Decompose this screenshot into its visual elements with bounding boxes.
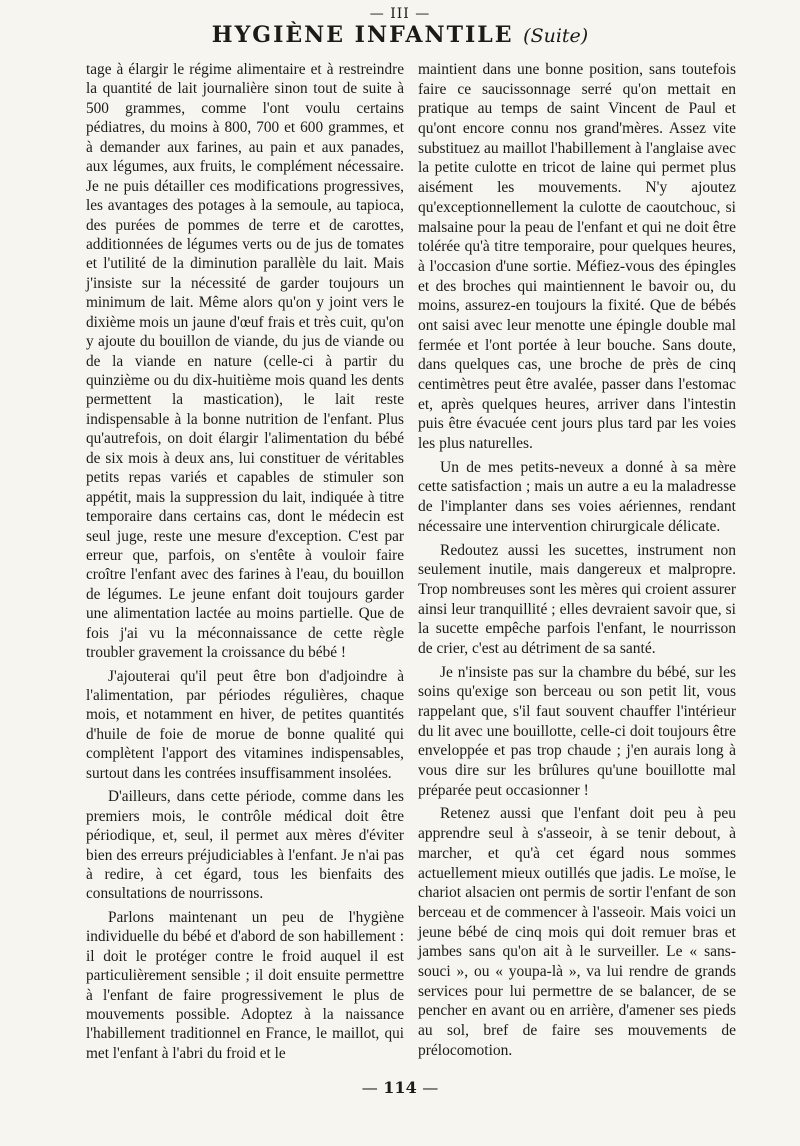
paragraph: Redoutez aussi les sucettes, instrument non seulement inutile, mais dangereux et malpropre. Trop nombreuses sont les mères qui croient assurer ainsi leur tranquillité ; elles devraient savoir que, si la sucette empêche parfois l'enfant, le nourrisson de crier, c'est au détriment de sa santé. bbox=[418, 541, 736, 657]
paragraph: tage à élargir le régime alimentaire et à restreindre la quantité de lait journalière sinon tout de suite à 500 grammes, comme l'ont voulu certains pédiatres, du moins à 800, 700 et 600 grammes, et à demander aux farines, au pain et aux panades, aux légumes, aux fruits, le complément nécessaire. Je ne puis détailler ces modifications progressives, les avantages des potages à la semoule, au tapioca, des purées de pommes de terre et de carottes, additionnées de légumes verts ou de jus de tomates et l'utilité de la diminution parallèle du lait. Mais j'insiste sur la nécessité de garder toujours un minimum de lait. Même alors qu'on y joint vers le dixième mois un jaune d'œuf frais et très cuit, qu'on y ajoute du bouillon de viande, du jus de viande ou de la viande en nature (celle-ci à partir du quinzième ou du dix-huitième mois quand les dents permettent la mastication), le lait reste indispensable à la bonne nutrition de l'enfant. Plus qu'autrefois, on doit élargir l'alimentation du bébé de six mois à deux ans, lui constituer de véritables petits repas variés et capables de stimuler son appétit, mais la suppression du lait, indiquée à titre temporaire dans certains cas, dont le médecin est seul juge, reste une mesure d'exception. C'est par erreur que, parfois, on s'entête à vouloir faire croître l'enfant avec des farines à l'eau, du bouillon de légumes. Le jeune enfant doit toujours garder une alimentation lactée au moins partielle. Que de fois j'ai vu la méconnaissance de cette règle troubler gravement la croissance du bébé ! bbox=[86, 61, 404, 662]
right-column bbox=[418, 60, 736, 1060]
paragraph: Je n'insiste pas sur la chambre du bébé, sur les soins qu'exige son berceau ou son petit lit, vous rappelant que, s'il faut souvent chauffer l'intérieur du lit avec une bouillotte, celle-ci doit toujours être enveloppée et pas trop chaude ; j'en aurais long à vous dire sur les brûlures qu'une bouillotte mal préparée peut occasionner ! bbox=[418, 663, 736, 799]
paragraph: maintient dans une bonne position, sans toutefois faire ce saucissonnage serré qu'on mettait en pratique au temps de saint Vincent de Paul et qu'ont encore connu nos grand'mères. Assez vite substituez au maillot l'habillement à l'anglaise avec la petite culotte en tricot de laine qui permet plus aisément les mouvements. N'y ajoutez qu'exceptionnellement la culotte de caoutchouc, si malsaine pour la peau de l'enfant et qui ne doit être tolérée qu'à titre temporaire, pour quelques heures, à l'occasion d'une sortie. Méfiez-vous des épingles et des broches qui maintiennent le bavoir ou, du moins, assurez-en toujours la fixité. Que de bébés ont saisi avec leur menotte une épingle double mal fermée et l'ont portée à leur bouche. Sans doute, dans quelques cas, une broche de près de cinq centimètres peut être avalée, passer dans l'estomac et, après quelques heures, arriver dans l'intestin puis être évacuée cent jours plus tard par les voies les plus naturelles. bbox=[418, 61, 736, 453]
folio-dash-right: — bbox=[422, 1078, 439, 1097]
paragraph: Parlons maintenant un peu de l'hygiène individuelle du bébé et d'abord de son habillement : il doit le protéger contre le froid auquel il est particulièrement sensible ; il doit ensuite permettre à l'enfant de faire progressivement le plus de mouvements possible. Adoptez à la naissance l'habillement traditionnel en France, le maillot, qui met l'enfant à l'abri du froid et le bbox=[86, 908, 404, 1062]
running-header-roman: — III — bbox=[369, 6, 431, 22]
left-column bbox=[86, 60, 404, 1063]
folio-dash-left: — bbox=[361, 1078, 378, 1097]
folio-number: 114 bbox=[383, 1078, 417, 1097]
paragraph: D'ailleurs, dans cette période, comme dans les premiers mois, le contrôle médical doit être périodique, et, seul, il permet aux mères d'éviter bien des erreurs préjudiciables à l'enfant. Je n'ai pas à redire, à cet égard, tous les bienfaits des consultations de nourrissons. bbox=[86, 788, 404, 903]
paragraph: Retenez aussi que l'enfant doit peu à peu apprendre seul à s'asseoir, à se tenir debout, à marcher, et qu'à cet égard nous sommes actuellement mieux outillés que jadis. Le moïse, le chariot alsacien ont permis de sortir l'enfant de son berceau et de commencer à l'asseoir. Mais voici un jeune bébé de cinq mois qui doit remuer bras et jambes sans qu'on ait à le surveiller. Le « sans-souci », ou « youpa-là », va lui rendre de grands services pour lui permettre de se balancer, de se pencher en avant ou en arrière, d'amener ses pieds au sol, bref de faire ses mouvements de prélocomotion. bbox=[418, 805, 736, 1059]
title-text: HYGIÈNE INFANTILE bbox=[211, 22, 514, 48]
title-suffix: (Suite) bbox=[523, 25, 589, 47]
page-title bbox=[0, 22, 800, 48]
paragraph: Un de mes petits-neveux a donné à sa mère cette satisfaction ; mais un autre a eu la maladresse de l'implanter dans ses voies aériennes, rendant nécessaire une intervention chirurgicale délicate. bbox=[418, 458, 736, 535]
paragraph: J'ajouterai qu'il peut être bon d'adjoindre à l'alimentation, par périodes régulières, chaque mois, et notamment en hiver, de petites quantités d'huile de foie de morue de bonne qualité qui complètent l'apport des vitamines indispensables, surtout dans les contrées insuffisamment insolées. bbox=[86, 667, 404, 782]
page-number bbox=[0, 1078, 800, 1097]
